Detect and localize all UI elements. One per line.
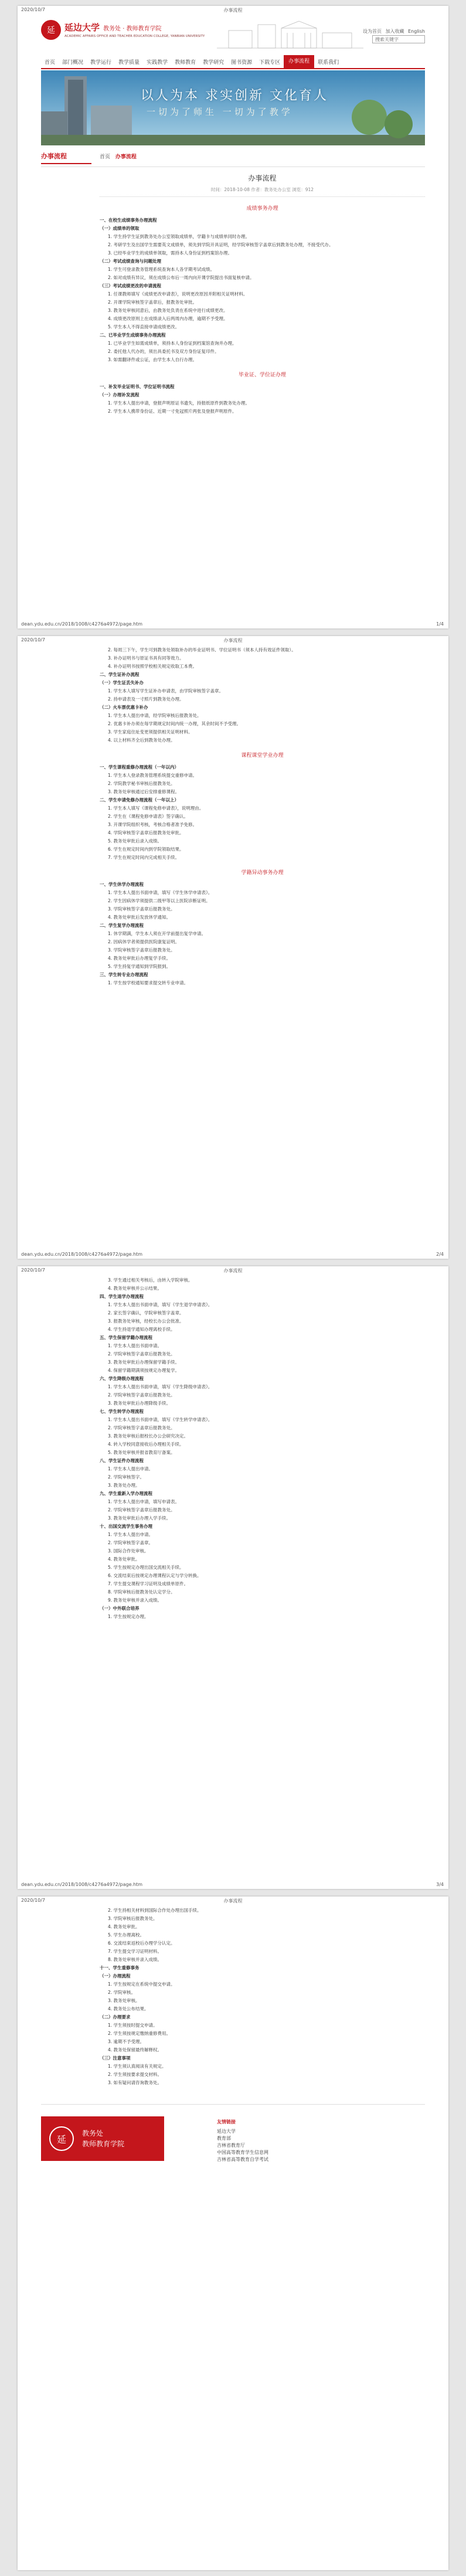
article-paragraph: 3. 教务处审核通过后安排重修课程。 [108, 789, 180, 794]
article-paragraph: 1. 学生本人提出申请。 [108, 1532, 154, 1537]
article-heading: 八、学生证件办理流程 [100, 1458, 144, 1463]
article-heading: （一）办理补发流程 [100, 392, 140, 397]
print-doc-title: 办事流程 [223, 1268, 243, 1273]
footer-line-2: 教师教育学院 [82, 2140, 125, 2148]
print-footer [18, 1250, 448, 1259]
print-url: dean.ydu.edu.cn/2018/1008/c4276a4972/page.htm [21, 621, 143, 627]
article-paragraph: 2. 持申请表及一寸照片到教务处办理。 [108, 696, 184, 702]
article-paragraph: 2. 优惠卡补办须在每学期规定时间内统一办理，其余时间不予受理。 [108, 721, 241, 726]
article-paragraph: 1. 学生按规定办理。 [108, 1614, 149, 1619]
article-paragraph: 6. 学生在规定时间内到学院领取结果。 [108, 847, 184, 852]
article-heading: 十、出国交流学生事务办理 [100, 1524, 152, 1529]
article-paragraph: 2. 学生本人携带身份证、近期一寸免冠照片两张及登报声明原件。 [108, 409, 237, 414]
article-paragraph: 1. 学生本人提出书面申请，填写《学生降级申请表》。 [108, 1384, 213, 1389]
article-paragraph: 4. 教务处审批。 [108, 1557, 140, 1562]
article-heading: （一）中外联合培养 [100, 1606, 140, 1611]
article-paragraph: 4. 教务处审核并公示结果。 [108, 1286, 162, 1291]
print-footer [18, 1881, 448, 1889]
article-heading: 二、学生申请免修办理流程（一年以上） [100, 797, 179, 803]
article-body-page-4 [100, 1906, 425, 2086]
nav-item-teacher-edu[interactable]: 教师教育 [175, 59, 196, 66]
article-paragraph: 3. 如有疑问请咨询教务处。 [108, 2080, 162, 2085]
article-paragraph: 2. 学院审核签字盖章后报教务处。 [108, 1425, 175, 1430]
article-paragraph: 5. 教务处审核并报省教育厅备案。 [108, 1450, 175, 1455]
article-paragraph: 2. 学院审核签字盖章后报教务处。 [108, 1351, 175, 1357]
footer-link[interactable]: 中国高等教育学生信息网 [217, 2150, 268, 2155]
article-paragraph: 8. 学院审核后报教务处认定学分。 [108, 1589, 175, 1595]
article-paragraph: 3. 补办证明书与原证书具有同等效力。 [108, 655, 184, 661]
article-paragraph: 2. 学院审核。 [108, 1990, 136, 1995]
article-heading: （三）注意事项 [100, 2055, 131, 2061]
article-paragraph: 4. 以上材料齐全后到教务处办理。 [108, 738, 175, 743]
article-paragraph: 2. 学院审核签字盖章后报教务处。 [108, 1392, 175, 1398]
article-paragraph: 4. 转入学校同意接收后办理相关手续。 [108, 1442, 184, 1447]
article-paragraph: 2. 学院审核签字。 [108, 1474, 145, 1480]
footer-links-title: 友情链接 [217, 2119, 236, 2125]
article-paragraph: 2. 每周三下午，学生可到教务处领取补办的毕业证明书、学位证明书（须本人持有效证件领取）。 [108, 647, 296, 653]
site-footer [41, 2104, 425, 2163]
article-paragraph: 7. 学生在规定时间内完成相关手续。 [108, 855, 180, 860]
footer-brand [41, 2116, 164, 2161]
article-paragraph: 1. 学生须按时提交申请。 [108, 2023, 158, 2028]
article-heading: 三、学生转专业办理流程 [100, 972, 148, 977]
article-paragraph: 3. 教务处审批后办理保留学籍手续。 [108, 1360, 180, 1365]
print-date: 2020/10/7 [21, 1267, 46, 1273]
breadcrumb-home[interactable]: 首页 [100, 154, 111, 160]
article-paragraph: 2. 学院审核签字盖章后报教务处。 [108, 1507, 175, 1513]
article-paragraph: 1. 任课教师填写《成绩更改申请表》，说明更改原因并附相关证明材料。 [108, 291, 248, 297]
article-paragraph: 2. 学院审核签字盖章。 [108, 1540, 154, 1545]
article-heading: 二、学生证补办流程 [100, 672, 140, 677]
article-paragraph: 6. 交流结束后按规定办理课程认定与学分转换。 [108, 1573, 202, 1578]
logo-subtitle: 教务处 · 教师教育学院 [103, 26, 162, 32]
footer-link[interactable]: 教育部 [217, 2136, 231, 2141]
article-paragraph: 5. 学生按规定办理出国交流相关手续。 [108, 1565, 184, 1570]
section-title: 毕业证、学位证办理 [238, 372, 286, 378]
article-paragraph: 2. 如对成绩有异议，须在成绩公布后一周内向开课学院提出书面复核申请。 [108, 275, 254, 280]
article-paragraph: 4. 教务处审批后发放休学通知。 [108, 915, 171, 920]
banner-slogan: 一切为了师生 一切为了教学 [147, 107, 293, 117]
nav-item-quality[interactable]: 教学质量 [118, 59, 140, 66]
print-url: dean.ydu.edu.cn/2018/1008/c4276a4972/page.htm [21, 1252, 143, 1257]
main-nav [41, 55, 425, 69]
article-heading: （一）学生证丢失补办 [100, 680, 144, 685]
article-paragraph: 3. 教务处审核同意后，由教务处负责在系统中进行成绩更改。 [108, 308, 228, 313]
article-heading: 二、学生复学办理流程 [100, 923, 144, 928]
article-paragraph: 1. 学生须认真阅读有关规定。 [108, 2064, 166, 2069]
article-paragraph: 3. 报教务处审核，经校长办公会批准。 [108, 1318, 184, 1324]
article-paragraph: 1. 学生本人提出书面申请，填写《学生退学申请表》。 [108, 1302, 213, 1307]
sidebar-title: 办事流程 [41, 151, 91, 164]
print-footer [18, 620, 448, 628]
article-paragraph: 2. 委托他人代办的，须出具委托书及双方身份证复印件。 [108, 349, 219, 354]
article-paragraph: 6. 交流结束返校后办理学分认定。 [108, 1941, 175, 1946]
nav-item-about[interactable]: 部门概况 [62, 59, 84, 66]
article-paragraph: 2. 学院教学秘书审核后报教务处。 [108, 781, 175, 786]
article-title: 办事流程 [248, 174, 277, 182]
print-header [18, 6, 448, 14]
article-paragraph: 3. 教务处审批后办理降级手续。 [108, 1401, 171, 1406]
nav-item-teaching-ops[interactable]: 教学运行 [90, 59, 112, 66]
article-paragraph: 1. 学生本人填写学生证补办申请表，由学院审核签字盖章。 [108, 688, 224, 694]
article-heading: （二）办理要求 [100, 2014, 131, 2020]
article-body-page-2 [100, 646, 425, 987]
article-paragraph: 2. 学生因病休学须提供二级甲等以上医院诊断证明。 [108, 898, 210, 903]
article-heading: （三）考试成绩更改的申请流程 [100, 283, 161, 288]
article-paragraph: 2. 学生须按要求提交材料。 [108, 2072, 162, 2077]
article-heading: （二）考试成绩查询与问题处理 [100, 259, 161, 264]
article-heading: （二）火车票优惠卡补办 [100, 705, 148, 710]
nav-item-research[interactable]: 教学研究 [203, 59, 225, 66]
article-heading: （一）成绩单的领取 [100, 226, 140, 231]
header-link-english[interactable]: English [408, 29, 425, 34]
article-paragraph: 4. 教务处审批后办理复学手续。 [108, 956, 171, 961]
article-paragraph: 1. 学生本人提出书面申请。 [108, 1343, 162, 1348]
print-page-4 [18, 1897, 448, 2570]
print-header [18, 1897, 448, 1905]
logo-name: 延边大学 [64, 22, 100, 33]
nav-item-library[interactable]: 图书资源 [231, 59, 253, 66]
site-logo[interactable] [41, 20, 205, 40]
article-paragraph: 1. 学生本人登录教务管理系统提交重修申请。 [108, 773, 198, 778]
article-heading: 九、学生重新入学办理流程 [100, 1491, 152, 1496]
article-heading: 七、学生转学办理流程 [100, 1409, 144, 1414]
print-page-3 [18, 1266, 448, 1889]
campus-sketch-illustration [217, 18, 363, 52]
article-paragraph: 1. 学生可登录教务管理系统查询本人各学期考试成绩。 [108, 267, 215, 272]
banner-motto: 以人为本 求实创新 文化育人 [141, 89, 328, 103]
nav-item-practice[interactable]: 实践教学 [147, 59, 168, 66]
article-paragraph: 4. 学院审核签字盖章后报教务处审批。 [108, 830, 184, 835]
footer-link[interactable]: 吉林省高等教育自学考试 [217, 2157, 268, 2162]
print-header [18, 1266, 448, 1275]
header-links [360, 28, 425, 35]
article-paragraph: 5. 教务处审批后录入成绩。 [108, 838, 162, 844]
article-paragraph: 1. 学生本人提出书面申请，填写《学生转学申请表》。 [108, 1417, 213, 1422]
header-link-favorite[interactable]: 加入收藏 [385, 29, 404, 34]
article-paragraph: 1. 学生本人提出申请，登报声明原证书遗失，持报纸原件到教务处办理。 [108, 400, 250, 406]
article-heading: 五、学生保留学籍办理流程 [100, 1335, 152, 1340]
article-body-page-3 [100, 1276, 425, 1620]
print-date: 2020/10/7 [21, 1898, 46, 1903]
article-heading: 一、补发毕业证明书、学位证明书流程 [100, 384, 175, 389]
hero-banner [41, 70, 425, 145]
article-paragraph: 1. 已毕业学生如需成绩单，须持本人身份证到档案馆查询并办理。 [108, 341, 237, 346]
article-paragraph: 1. 学生本人提出申请，经学院审核后报教务处。 [108, 713, 202, 718]
article-paragraph: 5. 学生办理离校。 [108, 1932, 145, 1938]
print-page-number: 1/4 [436, 621, 444, 627]
section-title: 学籍异动事务办理 [241, 870, 284, 876]
article-heading: （一）办理流程 [100, 1973, 131, 1979]
article-paragraph: 2. 考研学生及出国学生需要英文成绩单，须先到学院开具证明，经学院审核签字盖章后到教务处办理，不接受代办。 [108, 242, 334, 247]
article-paragraph: 1. 学生本人提出申请。 [108, 1466, 154, 1471]
logo-english: ACADEMIC AFFAIRS OFFICE AND TEACHER EDUCATION COLLEGE, YANBIAN UNIVERSITY [64, 35, 205, 38]
article-paragraph: 8. 教务处审核并录入成绩。 [108, 1957, 162, 1962]
article-paragraph: 3. 逾期不予受理。 [108, 2039, 145, 2044]
print-page-2 [18, 636, 448, 1259]
article-paragraph: 3. 学院审核签字盖章后报教务处。 [108, 906, 175, 912]
article-heading: 四、学生退学办理流程 [100, 1294, 144, 1299]
article-heading: 一、在校生成绩事务办理流程 [100, 218, 157, 223]
print-header [18, 636, 448, 644]
print-doc-title: 办事流程 [223, 1898, 243, 1904]
nav-item-home[interactable]: 首页 [45, 59, 56, 66]
article-paragraph: 4. 保留学籍期满须按规定办理复学。 [108, 1368, 180, 1373]
article-meta: 时间：2018-10-08 作者：教务处办公室 浏览：912 [100, 186, 425, 197]
section-title: 课程课堂学业办理 [241, 753, 284, 759]
article-paragraph: 1. 休学期满，学生本人须在开学前提出复学申请。 [108, 931, 206, 936]
print-page-number: 3/4 [436, 1882, 444, 1887]
article-paragraph: 2. 学生持相关材料到国际合作处办理出国手续。 [108, 1908, 202, 1913]
article-heading: 一、学生课程重修办理流程（一年以内） [100, 764, 179, 770]
article-paragraph: 4. 成绩更改原则上在成绩录入后两周内办理，逾期不予受理。 [108, 316, 228, 321]
footer-link[interactable]: 延边大学 [217, 2129, 236, 2134]
print-doc-title: 办事流程 [223, 8, 243, 13]
article-paragraph: 2. 家长签字确认，学院审核签字盖章。 [108, 1310, 184, 1316]
print-page-1 [18, 6, 448, 628]
article-paragraph: 3. 学院审核后报教务处。 [108, 1916, 158, 1921]
article-paragraph: 1. 学生本人填写《课程免修申请表》，说明理由。 [108, 806, 204, 811]
article-body-page-1 [100, 204, 425, 415]
article-heading: 一、学生休学办理流程 [100, 882, 144, 887]
article-paragraph: 5. 学生持复学通知到学院报到。 [108, 964, 171, 969]
footer-emblem-icon: 延 [49, 2126, 74, 2151]
university-emblem-icon: 延 [41, 20, 61, 40]
breadcrumb [100, 152, 137, 160]
header-link-home[interactable]: 设为首页 [363, 29, 382, 34]
article-paragraph: 1. 学生本人提出申请，填写申请表。 [108, 1499, 180, 1504]
nav-item-contact[interactable]: 联系我们 [318, 59, 339, 66]
article-paragraph: 4. 补办证明书按照学校相关规定收取工本费。 [108, 664, 198, 669]
article-paragraph: 5. 学生本人不得直接申请成绩更改。 [108, 324, 180, 329]
article-paragraph: 3. 学生家庭住址变更须提供相关证明材料。 [108, 729, 193, 735]
article-paragraph: 3. 国际合作处审核。 [108, 1548, 149, 1554]
article-paragraph: 7. 学生提交课程学习证明及成绩单原件。 [108, 1581, 189, 1586]
article-paragraph: 7. 学生提交学习证明材料。 [108, 1949, 162, 1954]
print-date: 2020/10/7 [21, 637, 46, 643]
footer-link[interactable]: 吉林省教育厅 [217, 2143, 245, 2148]
article-paragraph: 1. 学生按学校通知要求提交转专业申请。 [108, 980, 189, 985]
article-paragraph: 1. 学生持学生证到教务处办公室领取成绩单，学籍卡与成绩单同时办理。 [108, 234, 250, 239]
nav-item-procedures[interactable]: 办事流程 [284, 55, 314, 68]
article-paragraph: 3. 如需翻译件或公证，由学生本人自行办理。 [108, 357, 198, 362]
search-input[interactable]: 搜索关键字 [372, 35, 425, 43]
breadcrumb-current: 办事流程 [115, 154, 137, 160]
print-doc-title: 办事流程 [223, 638, 243, 643]
article-paragraph: 4. 教务处公布结果。 [108, 2006, 149, 2011]
article-paragraph: 3. 学院审核签字盖章后报教务处。 [108, 947, 175, 953]
print-url: dean.ydu.edu.cn/2018/1008/c4276a4972/page.htm [21, 1882, 143, 1887]
article-paragraph: 2. 因病休学者须提供医院康复证明。 [108, 939, 180, 944]
print-page-number: 2/4 [436, 1252, 444, 1257]
article-paragraph: 9. 教务处审核并录入成绩。 [108, 1598, 162, 1603]
article-paragraph: 4. 教务处审批。 [108, 1924, 140, 1929]
article-paragraph: 3. 已经毕业学生的成绩单领取，需持本人身份证到档案馆办理。 [108, 250, 233, 256]
footer-links [217, 2119, 268, 2163]
breadcrumb-row [41, 149, 425, 167]
article-paragraph: 2. 学生在《课程免修申请表》签字确认。 [108, 814, 189, 819]
site-header [41, 15, 425, 55]
article-paragraph: 3. 教务处审批后办理入学手续。 [108, 1515, 171, 1521]
article-paragraph: 2. 开课学院审核签字盖章后，报教务处审批。 [108, 300, 198, 305]
article-paragraph: 3. 教务处审核。 [108, 1998, 140, 2003]
article-paragraph: 3. 教务处办理。 [108, 1483, 140, 1488]
nav-item-downloads[interactable]: 下载专区 [259, 59, 281, 66]
article-heading: 十一、学生重修事务 [100, 1965, 140, 1970]
section-title: 成绩事务办理 [246, 206, 278, 212]
article-paragraph: 4. 教务处保留最终解释权。 [108, 2047, 162, 2052]
article-paragraph: 4. 学生持退学通知办理离校手续。 [108, 1327, 175, 1332]
article-heading: 二、已毕业学生成绩事务办理流程 [100, 332, 166, 338]
article-heading: 六、学生降级办理流程 [100, 1376, 144, 1381]
article-paragraph: 1. 学生本人提出书面申请，填写《学生休学申请表》。 [108, 890, 213, 895]
article-paragraph: 3. 学生通过相关考核后，由转入学院审核。 [108, 1277, 193, 1283]
print-date: 2020/10/7 [21, 7, 46, 12]
footer-line-1: 教务处 [82, 2129, 104, 2137]
article-paragraph: 3. 教务处审核后报校长办公会研究决定。 [108, 1433, 189, 1439]
article-paragraph: 2. 学生须按规定缴纳重修费用。 [108, 2031, 171, 2036]
article-paragraph: 3. 开课学院组织考核，考核合格者准予免修。 [108, 822, 198, 827]
article [100, 173, 425, 415]
article-paragraph: 1. 学生按规定在系统中提交申请。 [108, 1982, 175, 1987]
